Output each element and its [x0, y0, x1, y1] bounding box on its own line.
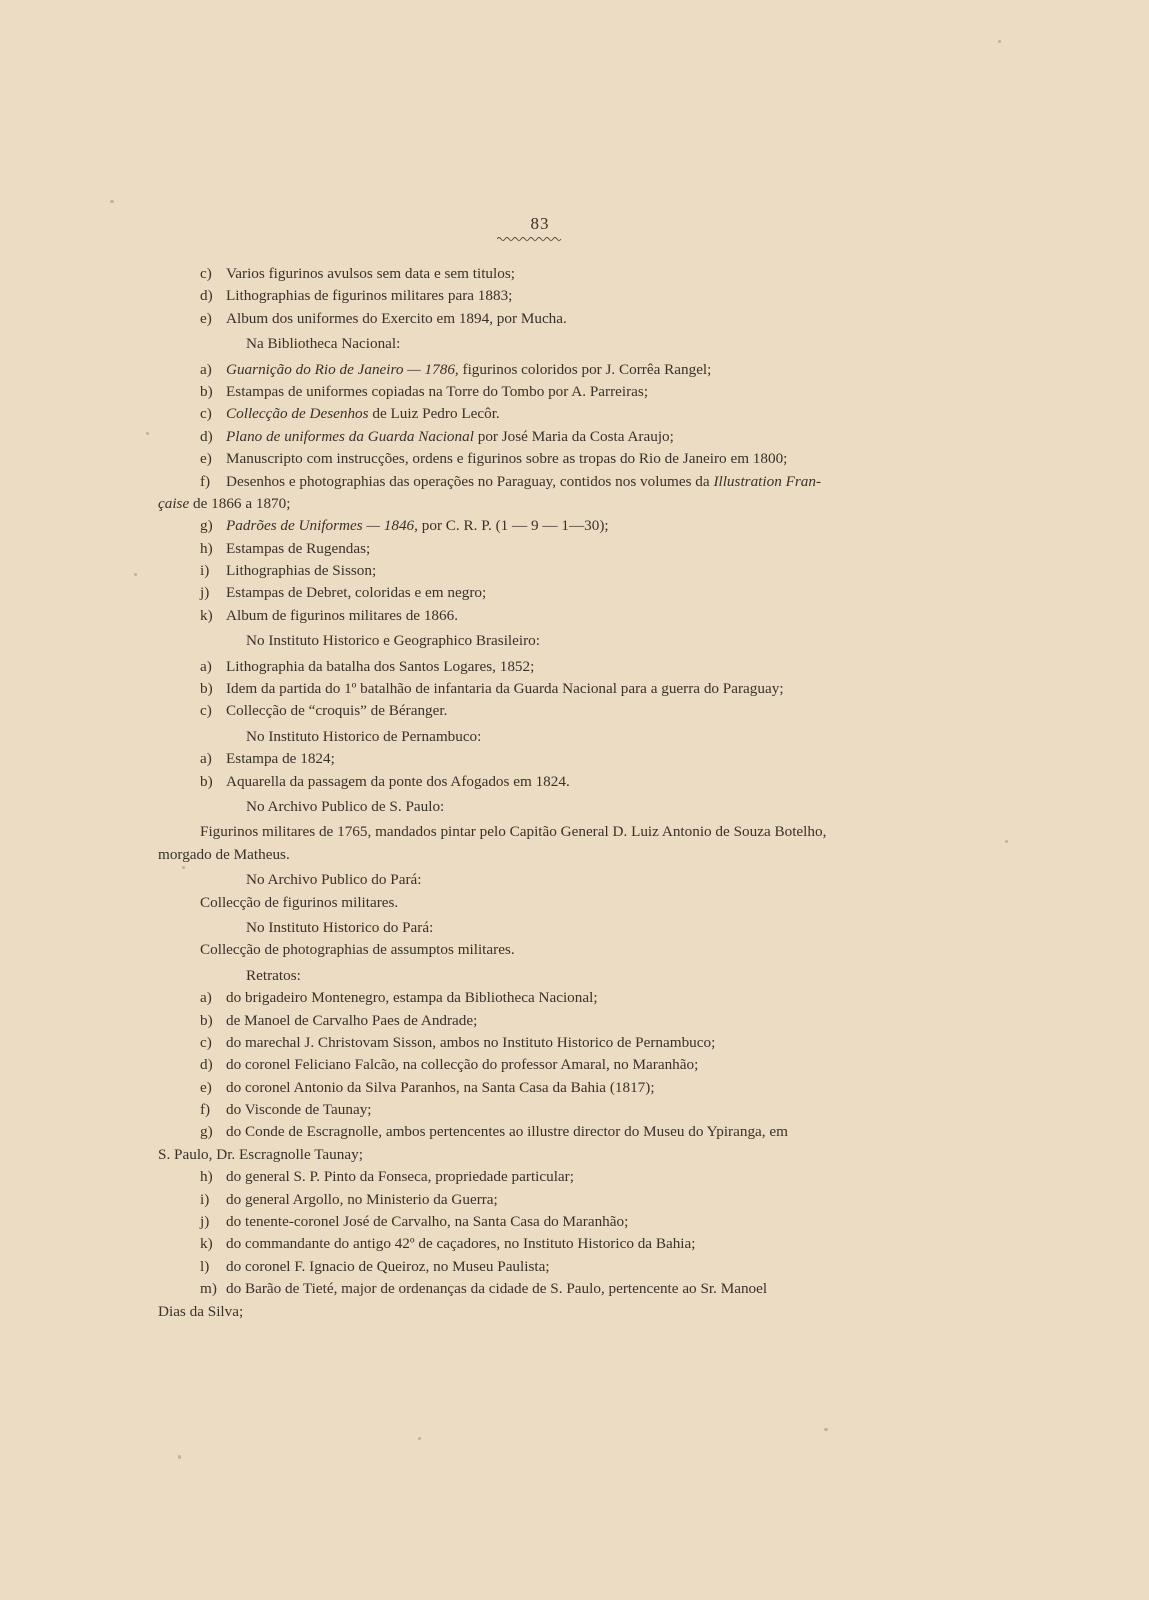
section-heading: Retratos:	[246, 966, 301, 984]
section-heading: No Archivo Publico do Pará:	[246, 871, 422, 889]
section-heading: No Instituto Historico do Pará:	[246, 918, 434, 936]
list-item: b) Idem da partida do 1º batalhão de infantaria da Guarda Nacional para a guerra do Paraguay;	[200, 680, 784, 698]
section-heading: Na Bibliotheca Nacional:	[246, 335, 401, 353]
list-item: c) Varios figurinos avulsos sem data e sem titulos;	[200, 265, 515, 282]
list-item: d) Plano de uniformes da Guarda Nacional por José Maria da Costa Araujo;	[200, 427, 674, 445]
list-item: h) Estampas de Rugendas;	[200, 539, 371, 557]
list-item: e) Album dos uniformes do Exercito em 1894, por Mucha.	[200, 309, 567, 327]
text-body	[158, 263, 920, 1323]
list-item: a) do brigadeiro Montenegro, estampa da Bibliotheca Nacional;	[200, 989, 598, 1007]
paragraph-line: Collecção de photographias de assumptos militares.	[200, 941, 515, 959]
list-item: c) Collecção de “croquis” de Béranger.	[200, 702, 448, 720]
list-item: a) Guarnição do Rio de Janeiro — 1786, figurinos coloridos por J. Corrêa Rangel;	[200, 360, 712, 378]
list-item: a) Lithographia da batalha dos Santos Logares, 1852;	[200, 657, 535, 675]
list-item: l) do coronel F. Ignacio de Queiroz, no Museu Paulista;	[200, 1257, 550, 1275]
paper-speck	[178, 1455, 181, 1459]
list-item: d) do coronel Feliciano Falcão, na collecção do professor Amaral, no Maranhão;	[200, 1056, 699, 1074]
paragraph-line: Collecção de figurinos militares.	[200, 893, 399, 911]
list-item: f) do Visconde de Taunay;	[200, 1101, 372, 1119]
paragraph-line: morgado de Matheus.	[158, 845, 290, 863]
page-number: 83	[530, 214, 550, 233]
section-heading: No Instituto Historico de Pernambuco:	[246, 727, 482, 745]
list-item: k) Album de figurinos militares de 1866.	[200, 606, 458, 624]
list-item: e) do coronel Antonio da Silva Paranhos, na Santa Casa da Bahia (1817);	[200, 1078, 655, 1096]
paper-speck	[1005, 840, 1008, 843]
list-item: f) Desenhos e photographias das operações no Paraguay, contidos nos volumes da Illustration Fran-	[200, 472, 822, 490]
list-item: h) do general S. P. Pinto da Fonseca, propriedade particular;	[200, 1168, 574, 1186]
list-item: b) de Manoel de Carvalho Paes de Andrade;	[200, 1011, 478, 1029]
list-item-continuation: çaise de 1866 a 1870;	[158, 494, 291, 512]
list-item: j) do tenente-coronel José de Carvalho, na Santa Casa do Maranhão;	[200, 1213, 629, 1231]
list-item: e) Manuscripto com instrucções, ordens e figurinos sobre as tropas do Rio de Janeiro em 1800;	[200, 450, 788, 468]
paper-speck	[418, 1437, 421, 1440]
list-item: j) Estampas de Debret, coloridas e em negro;	[200, 584, 487, 602]
paper-speck	[998, 40, 1001, 43]
list-item: d) Lithographias de figurinos militares para 1883;	[200, 287, 513, 305]
list-item: b) Estampas de uniformes copiadas na Torre do Tombo por A. Parreiras;	[200, 382, 649, 400]
paper-speck	[824, 1428, 828, 1431]
paragraph-line: Figurinos militares de 1765, mandados pintar pelo Capitão General D. Luiz Antonio de Souza Botelho,	[200, 823, 827, 841]
list-item: i) Lithographias de Sisson;	[200, 562, 377, 580]
paper-speck	[146, 432, 149, 435]
section-heading: No Archivo Publico de S. Paulo:	[246, 797, 445, 815]
list-item: c) do marechal J. Christovam Sisson, ambos no Instituto Historico de Pernambuco;	[200, 1033, 716, 1051]
list-item: i) do general Argollo, no Ministerio da Guerra;	[200, 1190, 498, 1208]
list-item: g) do Conde de Escragnolle, ambos pertencentes ao illustre director do Museu do Ypiranga, em	[200, 1123, 788, 1141]
list-item: m) do Barão de Tieté, major de ordenanças da cidade de S. Paulo, pertencente ao Sr. Manoel	[200, 1280, 768, 1298]
paper-speck	[110, 200, 114, 203]
paper-speck	[134, 573, 137, 576]
paper-speck	[182, 866, 185, 869]
list-item: k) do commandante do antigo 42º de caçadores, no Instituto Historico da Bahia;	[200, 1235, 696, 1253]
section-heading: No Instituto Historico e Geographico Brasileiro:	[246, 632, 540, 650]
list-item: a) Estampa de 1824;	[200, 750, 335, 768]
ornament-rule	[497, 236, 563, 242]
list-item-continuation: Dias da Silva;	[158, 1302, 244, 1320]
list-item: g) Padrões de Uniformes — 1846, por C. R. P. (1 — 9 — 1—30);	[200, 517, 609, 535]
list-item: c) Collecção de Desenhos de Luiz Pedro Lecôr.	[200, 405, 500, 423]
list-item-continuation: S. Paulo, Dr. Escragnolle Taunay;	[158, 1145, 363, 1163]
list-item: b) Aquarella da passagem da ponte dos Afogados em 1824.	[200, 772, 570, 790]
